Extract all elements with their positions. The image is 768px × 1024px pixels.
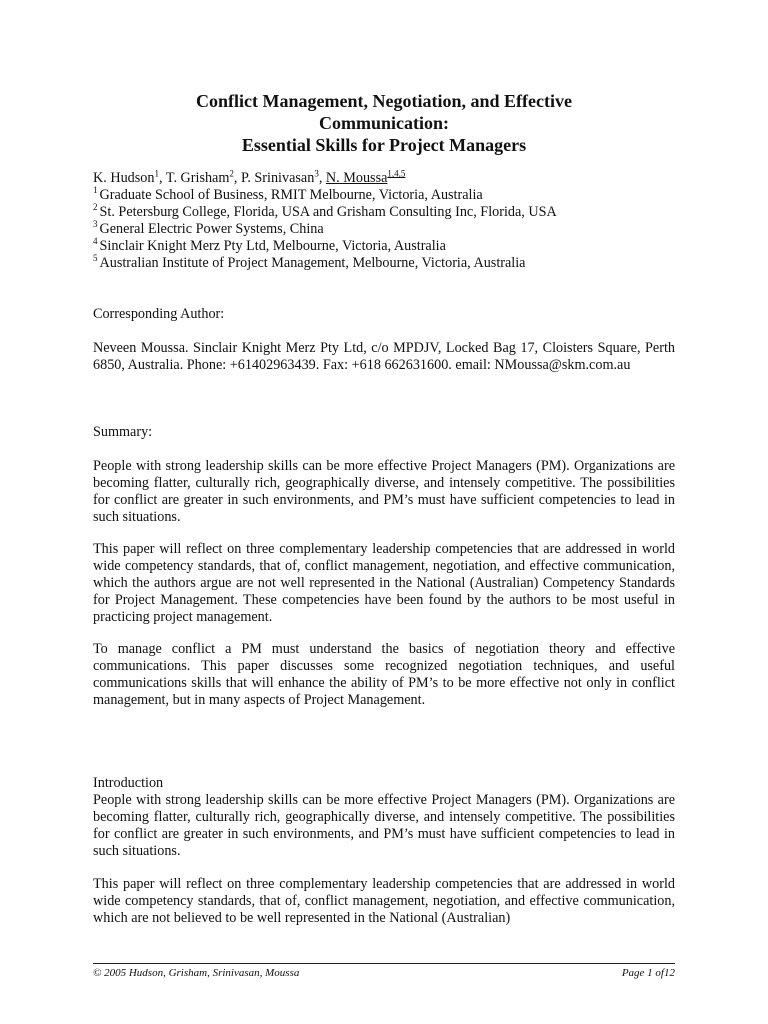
author-affiliation-mark: 3 — [314, 168, 319, 179]
page-footer — [93, 963, 675, 979]
author-affiliation-mark: 1,4,5 — [387, 168, 406, 179]
introduction-paragraph-2: This paper will reflect on three complementary leadership competencies that are addressed in world wide competency standards, that of, conflict management, negotiation, and effective communication, which are not believed to be well represented in the National (Australian) — [93, 876, 675, 926]
affiliation-text: General Electric Power Systems, China — [99, 221, 324, 237]
author-separator: , — [318, 170, 326, 186]
affiliation — [93, 187, 683, 204]
affiliation-number: 1 — [93, 185, 98, 196]
affiliation — [93, 204, 683, 221]
affiliation-number: 2 — [93, 202, 98, 213]
author-separator: , — [158, 170, 166, 186]
author-separator: , — [233, 170, 241, 186]
author-affiliation-mark: 1 — [154, 168, 159, 179]
affiliation-number: 4 — [93, 236, 98, 247]
title-line-1: Conflict Management, Negotiation, and Effective — [196, 91, 572, 111]
affiliation — [93, 238, 683, 255]
introduction-paragraph-1: People with strong leadership skills can be more effective Project Managers (PM). Organizations are becoming flatter, culturally rich, geographically diverse, and intensely competitive. The possibilities for conflict are greater in such environments, and PM’s must have sufficient competencies to lead in such situations. — [93, 792, 675, 859]
author-affiliation-mark: 2 — [229, 168, 234, 179]
summary-paragraph-1: People with strong leadership skills can be more effective Project Managers (PM). Organizations are becoming flatter, culturally rich, geographically diverse, and intensely competitive. The possibilities for conflict are greater in such environments, and PM’s must have sufficient competencies to lead in such situations. — [93, 458, 675, 525]
title-line-3: Essential Skills for Project Managers — [241, 135, 527, 155]
author-name: T. Grisham — [165, 170, 230, 186]
summary-paragraph-2: This paper will reflect on three complementary leadership competencies that are addressed in world wide competency standards, that of, conflict management, negotiation, and effective communication, which the authors argue are not well represented in the National (Australian) Competency Standards for Project Management. These competencies have been found by the authors to be most useful in practicing project management. — [93, 541, 675, 625]
affiliation-text: Australian Institute of Project Management, Melbourne, Victoria, Australia — [99, 255, 526, 271]
affiliation-number: 3 — [93, 219, 98, 230]
author-block — [93, 170, 683, 272]
footer-page-number: Page 1 of12 — [621, 967, 675, 979]
affiliation-number: 5 — [93, 253, 98, 264]
summary-heading: Summary: — [93, 424, 153, 440]
paper-title — [93, 90, 675, 156]
introduction-heading: Introduction — [93, 775, 164, 791]
footer-copyright: © 2005 Hudson, Grisham, Srinivasan, Moussa — [93, 967, 300, 979]
title-line-2: Communication: — [319, 113, 449, 133]
corresponding-author-details: Neveen Moussa. Sinclair Knight Merz Pty Ltd, c/o MPDJV, Locked Bag 17, Cloisters Square, Perth 6850, Australia. Phone: +61402963439. Fax: +618 662631600. email: NMoussa@skm.com.au — [93, 340, 675, 373]
summary-paragraph-3: To manage conflict a PM must understand the basics of negotiation theory and effective communications. This paper discusses some recognized negotiation techniques, and useful communications skills that will enhance the ability of PM’s to be more effective not only in conflict management, but in many aspects of Project Management. — [93, 641, 675, 708]
author-name: P. Srinivasan — [241, 170, 315, 186]
affiliation-text: St. Petersburg College, Florida, USA and Grisham Consulting Inc, Florida, USA — [99, 204, 557, 220]
corresponding-author-name: N. Moussa — [325, 170, 388, 186]
corresponding-author-heading: Corresponding Author: — [93, 306, 225, 322]
author-list — [93, 170, 683, 187]
affiliation — [93, 221, 683, 238]
affiliation — [93, 255, 683, 272]
affiliation-text: Graduate School of Business, RMIT Melbourne, Victoria, Australia — [99, 187, 483, 203]
author-name: K. Hudson — [93, 170, 155, 186]
affiliation-text: Sinclair Knight Merz Pty Ltd, Melbourne, Victoria, Australia — [99, 238, 446, 254]
